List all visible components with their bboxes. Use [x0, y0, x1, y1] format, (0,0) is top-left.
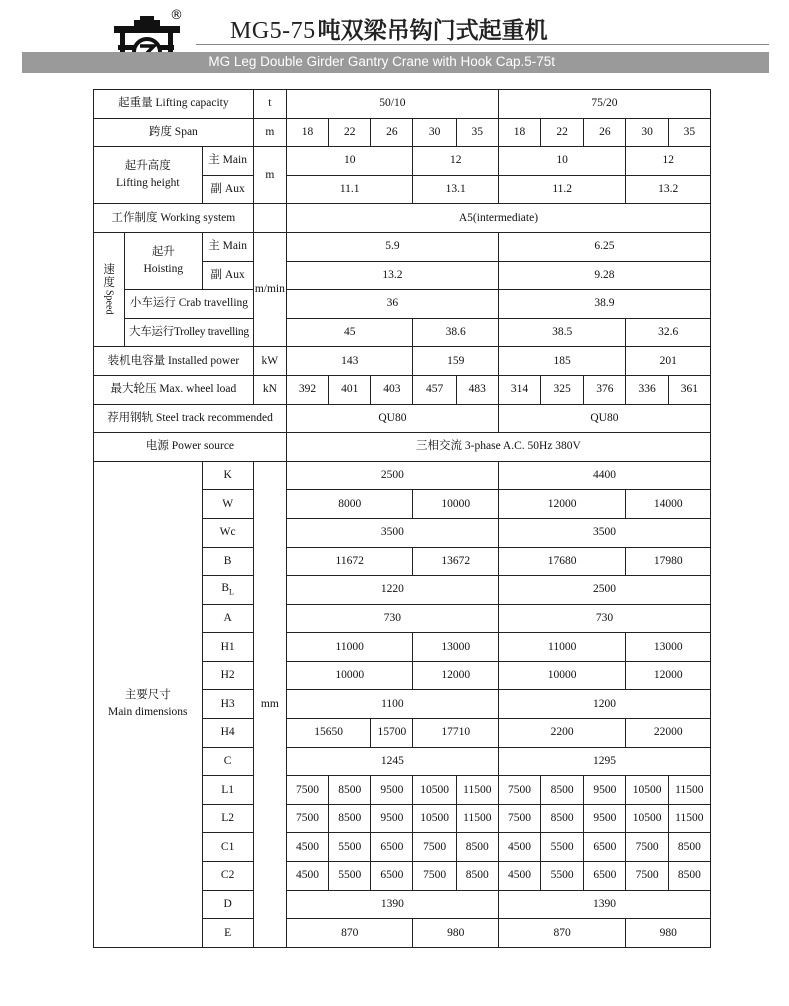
- value-cell: 18: [286, 118, 328, 147]
- installed-power-label: 装机电容量 Installed power: [94, 347, 254, 376]
- value-cell: 三相交流 3-phase A.C. 50Hz 380V: [286, 433, 710, 462]
- table-row: [94, 433, 711, 462]
- span-label: 跨度 Span: [94, 118, 254, 147]
- speed-label-cn-2: 度: [103, 277, 115, 290]
- value-cell: 143: [286, 347, 413, 376]
- value-cell: 13.2: [626, 175, 711, 204]
- value-cell: 30: [626, 118, 668, 147]
- value-cell: 10: [286, 147, 413, 176]
- speed-group-label: [94, 232, 125, 346]
- value-cell: 10500: [413, 804, 456, 833]
- value-cell: 8500: [456, 833, 498, 862]
- trolley-travelling-label: 大车运行Trolley travelling: [125, 318, 254, 347]
- dimension-label-main: B: [221, 581, 230, 594]
- value-cell: 336: [626, 375, 668, 404]
- lifting-height-label-en: Lifting height: [115, 177, 180, 190]
- value-cell: 870: [498, 919, 626, 948]
- value-cell: 4500: [286, 833, 328, 862]
- value-cell: 11000: [498, 633, 626, 662]
- value-cell: 30: [413, 118, 456, 147]
- value-cell: 12: [413, 147, 498, 176]
- value-cell: 13.2: [286, 261, 498, 290]
- value-cell: 17980: [626, 547, 711, 576]
- value-cell: 376: [584, 375, 626, 404]
- steel-track-label: 荐用钢轨 Steel track recommended: [94, 404, 287, 433]
- value-cell: 50/10: [286, 90, 498, 119]
- dimension-label-sub: L: [229, 587, 234, 597]
- value-cell: 8500: [329, 804, 371, 833]
- value-cell: 8500: [668, 833, 710, 862]
- value-cell: 6500: [584, 862, 626, 891]
- lifting-capacity-label: 起重量 Lifting capacity: [94, 90, 254, 119]
- value-cell: 8500: [541, 804, 584, 833]
- value-cell: 11500: [456, 776, 498, 805]
- value-cell: 6500: [371, 862, 413, 891]
- value-cell: 314: [498, 375, 540, 404]
- value-cell: 11.1: [286, 175, 413, 204]
- value-cell: 14000: [626, 490, 711, 519]
- lifting-height-label: [94, 147, 203, 204]
- dimension-label: C2: [202, 862, 253, 891]
- value-cell: 22000: [626, 719, 711, 748]
- title-cn: 吨双梁吊钩门式起重机: [317, 18, 548, 44]
- value-cell: 870: [286, 919, 413, 948]
- value-cell: 10500: [413, 776, 456, 805]
- table-row: [94, 404, 711, 433]
- value-cell: 38.5: [498, 318, 626, 347]
- aux-hook-label: 副 Aux: [202, 175, 253, 204]
- power-source-label: 电源 Power source: [94, 433, 287, 462]
- dimension-label: B: [202, 547, 253, 576]
- value-cell: 2500: [286, 461, 498, 490]
- table-row: [94, 147, 711, 176]
- unit-cell: m/min: [253, 232, 286, 346]
- aux-hook-label: 副 Aux: [202, 261, 253, 290]
- dimension-label: L1: [202, 776, 253, 805]
- value-cell: 11.2: [498, 175, 626, 204]
- unit-cell: m: [253, 118, 286, 147]
- unit-cell: m: [253, 147, 286, 204]
- value-cell: QU80: [498, 404, 710, 433]
- dimension-label: Wc: [202, 518, 253, 547]
- value-cell: 26: [584, 118, 626, 147]
- value-cell: 5500: [541, 833, 584, 862]
- value-cell: 11500: [456, 804, 498, 833]
- value-cell: 2200: [498, 719, 626, 748]
- value-cell: 403: [371, 375, 413, 404]
- dimension-label: W: [202, 490, 253, 519]
- value-cell: 5500: [329, 862, 371, 891]
- value-cell: 7500: [498, 804, 540, 833]
- value-cell: 10000: [286, 661, 413, 690]
- value-cell: 11672: [286, 547, 413, 576]
- dimension-label: [202, 576, 253, 605]
- dimension-label: D: [202, 890, 253, 919]
- spec-table: [93, 89, 711, 948]
- value-cell: 35: [668, 118, 710, 147]
- value-cell: 401: [329, 375, 371, 404]
- value-cell: 4400: [498, 461, 710, 490]
- value-cell: 10000: [498, 661, 626, 690]
- registered-mark: ®: [170, 8, 183, 23]
- value-cell: 1390: [286, 890, 498, 919]
- value-cell: 730: [498, 604, 710, 633]
- value-cell: 980: [626, 919, 711, 948]
- value-cell: 980: [413, 919, 498, 948]
- value-cell: 185: [498, 347, 626, 376]
- table-row: [94, 232, 711, 261]
- dimension-label: A: [202, 604, 253, 633]
- subtitle-text: MG Leg Double Girder Gantry Crane with Hook Cap.5-75t: [208, 54, 555, 69]
- max-wheel-load-label: 最大轮压 Max. wheel load: [94, 375, 254, 404]
- value-cell: 8500: [456, 862, 498, 891]
- value-cell: 4500: [286, 862, 328, 891]
- value-cell: 159: [413, 347, 498, 376]
- value-cell: 45: [286, 318, 413, 347]
- value-cell: 361: [668, 375, 710, 404]
- value-cell: 5500: [541, 862, 584, 891]
- value-cell: 325: [541, 375, 584, 404]
- table-row: [94, 461, 711, 490]
- value-cell: 1100: [286, 690, 498, 719]
- value-cell: 9500: [584, 776, 626, 805]
- value-cell: 11500: [668, 804, 710, 833]
- unit-cell: [253, 204, 286, 233]
- speed-label-cn-1: 速: [103, 264, 115, 277]
- table-row: [94, 118, 711, 147]
- unit-cell: kW: [253, 347, 286, 376]
- unit-cell: kN: [253, 375, 286, 404]
- dimension-label: K: [202, 461, 253, 490]
- value-cell: 17710: [413, 719, 498, 748]
- dimension-label: H1: [202, 633, 253, 662]
- page-header: [0, 0, 789, 80]
- table-row: [94, 347, 711, 376]
- dimension-label: C: [202, 747, 253, 776]
- value-cell: 32.6: [626, 318, 711, 347]
- value-cell: 12000: [626, 661, 711, 690]
- value-cell: 201: [626, 347, 711, 376]
- dimension-label: H2: [202, 661, 253, 690]
- main-dimensions-label: [94, 461, 203, 947]
- value-cell: 457: [413, 375, 456, 404]
- main-hook-label: 主 Main: [202, 147, 253, 176]
- value-cell: 730: [286, 604, 498, 633]
- value-cell: 4500: [498, 862, 540, 891]
- main-hook-label: 主 Main: [202, 232, 253, 261]
- value-cell: 483: [456, 375, 498, 404]
- value-cell: 9500: [371, 776, 413, 805]
- value-cell: 3500: [286, 518, 498, 547]
- table-row: [94, 290, 711, 319]
- dimension-label: C1: [202, 833, 253, 862]
- title-model: MG5-75: [230, 18, 316, 44]
- value-cell: 8000: [286, 490, 413, 519]
- value-cell: 15650: [286, 719, 370, 748]
- value-cell: 7500: [286, 776, 328, 805]
- value-cell: 7500: [498, 776, 540, 805]
- value-cell: 1200: [498, 690, 710, 719]
- value-cell: 1245: [286, 747, 498, 776]
- value-cell: 5500: [329, 833, 371, 862]
- value-cell: 4500: [498, 833, 540, 862]
- subtitle-bar: [22, 52, 769, 73]
- dimension-label: H3: [202, 690, 253, 719]
- value-cell: 1390: [498, 890, 710, 919]
- hoisting-label: [125, 232, 202, 289]
- lifting-height-label-cn: 起升高度: [124, 160, 171, 173]
- value-cell: 13.1: [413, 175, 498, 204]
- table-row: [94, 375, 711, 404]
- value-cell: 10500: [626, 776, 668, 805]
- value-cell: 7500: [626, 833, 668, 862]
- speed-label-en: Speed: [103, 290, 115, 315]
- value-cell: 75/20: [498, 90, 710, 119]
- crab-travelling-label: 小车运行 Crab travelling: [125, 290, 254, 319]
- value-cell: 3500: [498, 518, 710, 547]
- value-cell: 10500: [626, 804, 668, 833]
- value-cell: 13000: [626, 633, 711, 662]
- value-cell: 11500: [668, 776, 710, 805]
- value-cell: 10: [498, 147, 626, 176]
- table-row: [94, 90, 711, 119]
- title-divider: [196, 44, 769, 45]
- value-cell: 7500: [413, 833, 456, 862]
- value-cell: 6500: [371, 833, 413, 862]
- value-cell: 1295: [498, 747, 710, 776]
- main-dimensions-label-cn: 主要尺寸: [124, 689, 171, 702]
- value-cell: 9.28: [498, 261, 710, 290]
- value-cell: 12000: [413, 661, 498, 690]
- table-row: [94, 318, 711, 347]
- value-cell: 38.9: [498, 290, 710, 319]
- value-cell: 22: [329, 118, 371, 147]
- value-cell: 36: [286, 290, 498, 319]
- value-cell: 7500: [413, 862, 456, 891]
- main-dimensions-label-en: Main dimensions: [107, 706, 188, 719]
- value-cell: 35: [456, 118, 498, 147]
- value-cell: 38.6: [413, 318, 498, 347]
- value-cell: 7500: [286, 804, 328, 833]
- value-cell: 13000: [413, 633, 498, 662]
- value-cell: 7500: [626, 862, 668, 891]
- value-cell: 26: [371, 118, 413, 147]
- value-cell: 8500: [541, 776, 584, 805]
- dimension-label: L2: [202, 804, 253, 833]
- hoisting-label-en: Hoisting: [143, 263, 184, 276]
- value-cell: 17680: [498, 547, 626, 576]
- value-cell: 15700: [371, 719, 413, 748]
- value-cell: 12000: [498, 490, 626, 519]
- value-cell: 5.9: [286, 232, 498, 261]
- value-cell: 13672: [413, 547, 498, 576]
- value-cell: 11000: [286, 633, 413, 662]
- value-cell: 392: [286, 375, 328, 404]
- value-cell: 22: [541, 118, 584, 147]
- dimension-label: E: [202, 919, 253, 948]
- value-cell: 10000: [413, 490, 498, 519]
- value-cell: 8500: [329, 776, 371, 805]
- value-cell: 6.25: [498, 232, 710, 261]
- value-cell: 2500: [498, 576, 710, 605]
- value-cell: 12: [626, 147, 711, 176]
- value-cell: QU80: [286, 404, 498, 433]
- unit-cell: mm: [253, 461, 286, 947]
- value-cell: 6500: [584, 833, 626, 862]
- dimension-label: H4: [202, 719, 253, 748]
- value-cell: 9500: [584, 804, 626, 833]
- value-cell: 18: [498, 118, 540, 147]
- value-cell: 8500: [668, 862, 710, 891]
- working-system-label: 工作制度 Working system: [94, 204, 254, 233]
- table-row: [94, 204, 711, 233]
- unit-cell: t: [253, 90, 286, 119]
- value-cell: 1220: [286, 576, 498, 605]
- value-cell: A5(intermediate): [286, 204, 710, 233]
- value-cell: 9500: [371, 804, 413, 833]
- hoisting-label-cn: 起升: [151, 246, 175, 259]
